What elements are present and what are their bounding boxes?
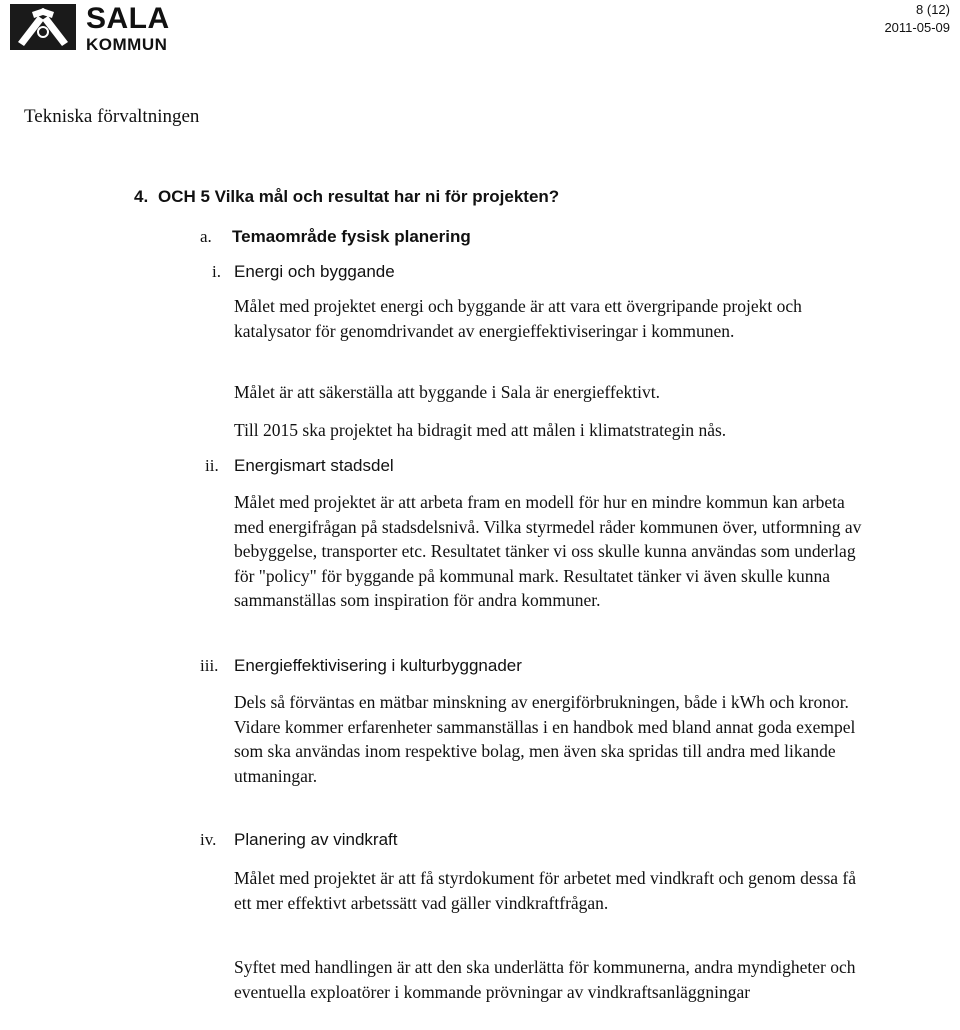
sala-kommun-logo bbox=[10, 4, 220, 54]
item-marker: ii. bbox=[205, 456, 219, 475]
logo-subtitle: KOMMUN bbox=[86, 35, 168, 54]
item-paragraph: Målet med projektet energi och byggande är att vara ett övergripande projekt och katalysator för genomdrivandet av energieffektiviseringar i kommunen. bbox=[234, 296, 802, 341]
item-marker: iii. bbox=[200, 656, 219, 675]
page-number: 8 (12) bbox=[916, 2, 950, 17]
item-title: Energismart stadsdel bbox=[234, 456, 394, 475]
subsection-marker: a. bbox=[200, 227, 212, 246]
section-number: 4. bbox=[134, 187, 149, 206]
item-title: Energi och byggande bbox=[234, 262, 395, 281]
document-date: 2011-05-09 bbox=[884, 20, 950, 35]
item-marker: iv. bbox=[200, 830, 217, 849]
section-title: OCH 5 Vilka mål och resultat har ni för projekten? bbox=[158, 187, 560, 206]
item-title: Energieffektivisering i kulturbyggnader bbox=[234, 656, 522, 675]
item-paragraph: Dels så förväntas en mätbar minskning av energiförbrukningen, både i kWh och kronor. Vidare kommer erfarenheter sammanställas i en handbok med bland annat goda exempel som ska användas inom respektive bolag, men även ska spridas till andra med likande utmaningar. bbox=[234, 692, 856, 786]
item-paragraph: Målet med projektet är att arbeta fram en modell för hur en mindre kommun kan arbeta med energifrågan på stadsdelsnivå. Vilka styrmedel råder kommunen över, utformning av bebyggelse, transporter etc. Resultatet tänker vi oss skulle kunna användas som underlag för "policy" för byggande på kommunal mark. Resultatet tänker vi även skulle kunna sammanställas som inspiration för andra kommuner. bbox=[234, 492, 862, 610]
item-paragraph: Målet med projektet är att få styrdokument för arbetet med vindkraft och genom dessa få ett mer effektivt arbetssätt vad gäller vindkraftfrågan. bbox=[234, 868, 857, 913]
item-title: Planering av vindkraft bbox=[234, 830, 398, 849]
item-paragraph: Till 2015 ska projektet ha bidragit med att målen i klimatstrategin nås. bbox=[234, 420, 727, 440]
item-marker: i. bbox=[212, 262, 221, 281]
logo-title: SALA bbox=[86, 2, 170, 35]
department-name: Tekniska förvaltningen bbox=[24, 106, 200, 127]
item-paragraph: Målet är att säkerställa att byggande i Sala är energieffektivt. bbox=[234, 382, 660, 402]
coat-of-arms-icon bbox=[10, 4, 76, 50]
item-paragraph: Syftet med handlingen är att den ska underlätta för kommunerna, andra myndigheter och eventuella exploatörer i kommande prövningar av vindkraftsanläggningar bbox=[234, 957, 856, 1002]
subsection-title: Temaområde fysisk planering bbox=[232, 227, 471, 246]
